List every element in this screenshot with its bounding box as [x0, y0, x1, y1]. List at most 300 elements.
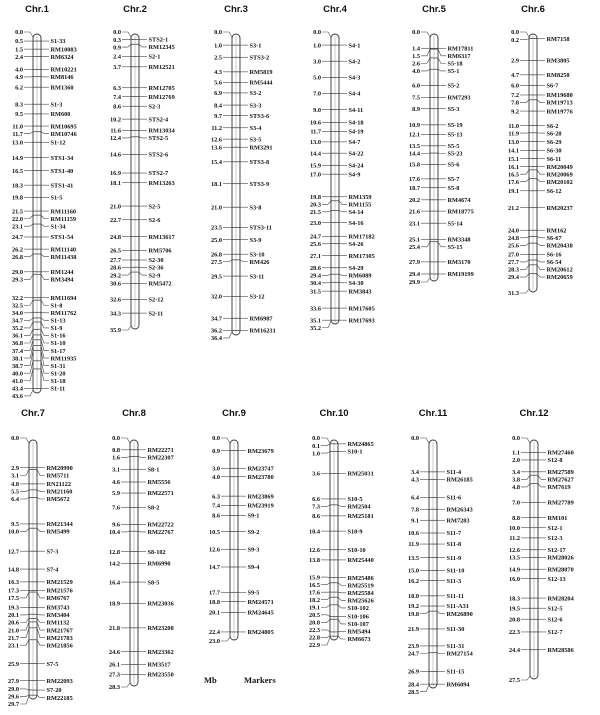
- marker-label: RM22271: [147, 446, 174, 454]
- position-leader: [24, 254, 33, 257]
- position-label: 24.7: [309, 233, 321, 241]
- marker-label: S3-8: [249, 204, 262, 212]
- position-label: 25.6: [309, 241, 321, 249]
- marker-label: S1-16: [50, 332, 66, 340]
- position-leader: [122, 272, 131, 275]
- position-label: 19.1: [507, 187, 519, 195]
- marker-label: RM27789: [547, 499, 574, 507]
- position-label: 29.0: [11, 268, 23, 276]
- position-label: 23.0: [208, 638, 220, 646]
- position-label: 0.9: [113, 44, 121, 52]
- marker-label: S3-1: [249, 42, 262, 50]
- marker-label: S8-102: [147, 548, 166, 556]
- position-label: 7.2: [511, 92, 519, 100]
- marker-label: RM11762: [50, 310, 77, 318]
- position-label: 18.0: [407, 593, 419, 601]
- position-label: 7.0: [512, 499, 520, 507]
- position-leader: [121, 457, 130, 458]
- marker-leader: [338, 636, 346, 639]
- position-label: 7.5: [412, 94, 420, 102]
- position-label: 32.5: [11, 302, 23, 310]
- position-leader: [520, 289, 529, 293]
- marker-label: RM21529: [46, 579, 73, 587]
- position-leader: [20, 498, 29, 499]
- marker-label: RM19713: [546, 99, 573, 107]
- marker-leader: [438, 69, 446, 71]
- marker-label: S11-15: [446, 668, 465, 676]
- marker-label: S3-4: [249, 124, 262, 132]
- marker-label: RM24805: [247, 629, 274, 637]
- position-label: 11.2: [211, 124, 222, 132]
- marker-label: S10-5: [347, 496, 363, 504]
- position-leader: [421, 278, 430, 282]
- marker-label: RM13034: [148, 127, 175, 135]
- marker-label: S4-2: [348, 58, 361, 66]
- position-label: 19.3: [7, 604, 19, 612]
- marker-leader: [537, 179, 545, 182]
- position-label: 3.6: [312, 470, 320, 478]
- position-label: 7.6: [112, 504, 120, 512]
- position-label: 6.0: [511, 82, 519, 90]
- position-label: 16.9: [109, 170, 121, 178]
- position-label: 10.2: [109, 116, 121, 124]
- marker-leader: [41, 329, 49, 335]
- marker-label: S5-5: [447, 143, 460, 151]
- marker-label: S4-14: [348, 209, 364, 217]
- marker-label: S5-3: [447, 105, 460, 113]
- position-label: 27.1: [309, 252, 321, 260]
- marker-label: RM3494: [50, 276, 74, 284]
- position-label: 4.8: [512, 484, 520, 492]
- position-leader: [520, 100, 529, 103]
- position-label: 36.2: [210, 327, 222, 335]
- position-label: 8.4: [214, 102, 222, 110]
- position-label: 34.7: [11, 317, 23, 325]
- position-leader: [520, 170, 529, 174]
- position-label: 22.3: [308, 627, 320, 635]
- position-leader: [421, 242, 430, 247]
- marker-label: S4-18: [348, 119, 364, 127]
- position-label: 6.2: [15, 84, 23, 92]
- position-label: 6.0: [412, 82, 420, 90]
- position-label: 11.0: [508, 122, 519, 130]
- position-label: 24.4: [508, 646, 520, 654]
- position-label: 28.5: [407, 688, 419, 696]
- marker-label: RM25031: [347, 470, 374, 478]
- marker-label: RM24865: [347, 441, 374, 449]
- marker-leader: [41, 335, 49, 343]
- marker-leader: [41, 361, 49, 373]
- marker-label: RM12769: [148, 93, 175, 101]
- marker-label: S11-10: [446, 567, 465, 575]
- marker-label: S2-3: [148, 103, 161, 111]
- position-label: 43.6: [11, 393, 23, 401]
- position-label: 37.4: [11, 347, 23, 355]
- position-leader: [221, 438, 230, 443]
- marker-leader: [437, 611, 445, 613]
- marker-leader: [339, 274, 347, 275]
- marker-label: RM5472: [148, 280, 172, 288]
- marker-label: RM21344: [46, 521, 73, 529]
- position-leader: [321, 438, 330, 443]
- marker-label: RM21576: [46, 587, 73, 595]
- position-leader: [24, 340, 33, 351]
- marker-label: STS3-8: [249, 159, 270, 167]
- position-leader: [122, 32, 131, 37]
- position-label: 6.3: [212, 493, 220, 501]
- position-label: 7.3: [312, 503, 320, 511]
- position-label: 21.8: [108, 625, 120, 633]
- position-label: 14.4: [309, 150, 321, 158]
- position-label: 21.7: [7, 634, 19, 642]
- marker-label: RM24645: [247, 609, 274, 617]
- position-label: 11.9: [508, 130, 519, 138]
- position-label: 1.1: [512, 449, 520, 457]
- marker-label: RM6990: [147, 560, 171, 568]
- position-label: 14.2: [108, 560, 120, 568]
- marker-leader: [338, 619, 346, 624]
- position-label: 17.7: [208, 589, 220, 597]
- position-leader: [122, 44, 131, 47]
- position-label: 23.1: [7, 642, 19, 650]
- chromosome-title: Chr.10: [319, 408, 349, 419]
- position-label: 1.0: [214, 42, 222, 50]
- position-leader: [20, 528, 29, 531]
- position-label: 25.0: [210, 236, 222, 244]
- marker-label: RM20237: [546, 204, 573, 212]
- position-label: 9.5: [11, 521, 19, 529]
- position-label: 10.6: [407, 530, 419, 538]
- marker-label: S6-30: [546, 147, 562, 155]
- marker-leader: [240, 260, 248, 262]
- position-leader: [223, 260, 232, 262]
- marker-label: RM20990: [46, 464, 73, 472]
- position-label: 4.3: [214, 69, 222, 77]
- position-label: 17.5: [7, 595, 19, 603]
- position-label: 9.5: [15, 111, 23, 119]
- position-label: 13.8: [308, 557, 320, 565]
- position-label: 4.3: [411, 476, 419, 484]
- marker-label: S11-11: [446, 593, 464, 601]
- marker-label: RM21767: [46, 627, 73, 635]
- marker-label: S4-1: [348, 42, 361, 50]
- marker-label: S4-11: [348, 106, 364, 114]
- marker-label: S1-20: [50, 370, 66, 378]
- marker-label: RM11935: [50, 355, 77, 363]
- marker-label: S1-34: [50, 223, 66, 231]
- position-label: 25.6: [507, 242, 519, 250]
- position-leader: [321, 636, 330, 637]
- marker-label: S3-10: [249, 251, 265, 259]
- position-label: 34.3: [109, 310, 121, 318]
- marker-label: S1-10: [50, 340, 66, 348]
- position-label: 18.3: [11, 182, 23, 190]
- marker-label: RM11140: [50, 246, 77, 254]
- marker-label: RM28070: [547, 566, 574, 574]
- position-label: 15.8: [408, 161, 420, 169]
- position-label: 14.7: [208, 564, 220, 572]
- marker-leader: [41, 312, 49, 313]
- position-leader: [321, 630, 330, 632]
- position-label: 6.6: [312, 496, 320, 504]
- position-label: 14.1: [507, 147, 519, 155]
- position-label: 32.2: [11, 294, 23, 302]
- marker-label: RM28204: [547, 595, 574, 603]
- position-label: 19.8: [407, 610, 419, 618]
- marker-leader: [41, 369, 49, 381]
- position-label: 10.0: [7, 528, 19, 536]
- marker-leader: [538, 475, 546, 479]
- marker-label: RM162: [546, 227, 567, 235]
- marker-leader: [41, 300, 49, 305]
- chromosome-title: Chr.2: [123, 4, 147, 15]
- marker-leader: [339, 282, 347, 283]
- marker-label: S11-A31: [446, 603, 469, 611]
- position-leader: [520, 265, 529, 270]
- marker-leader: [37, 490, 45, 492]
- marker-label: S11-31: [446, 643, 465, 651]
- position-label: 0.0: [411, 435, 419, 443]
- marker-label: RM20438: [546, 242, 573, 250]
- marker-label: S1-5: [50, 194, 63, 202]
- marker-label: RM3805: [546, 57, 570, 65]
- position-leader: [20, 438, 29, 443]
- position-label: 16.1: [507, 163, 519, 171]
- position-label: 0.0: [512, 435, 520, 443]
- position-label: 0.0: [313, 29, 321, 37]
- marker-label: S3-11: [249, 273, 265, 281]
- position-label: 21.5: [11, 208, 23, 216]
- marker-label: S4-16: [348, 219, 364, 227]
- position-label: 4.6: [112, 479, 120, 487]
- position-label: 26.9: [407, 668, 419, 676]
- position-label: 2.4: [113, 53, 121, 61]
- marker-leader: [37, 614, 45, 615]
- position-label: 27.3: [108, 671, 120, 679]
- marker-label: RM24571: [247, 598, 274, 606]
- marker-label: STS3-6: [249, 112, 270, 120]
- position-label: 3.1: [112, 466, 120, 474]
- marker-label: RM3348: [447, 236, 471, 244]
- position-label: 12.6: [210, 136, 222, 144]
- marker-label: RM27589: [547, 469, 574, 477]
- marker-label: S10-107: [347, 621, 369, 629]
- marker-leader: [338, 597, 346, 600]
- marker-label: S3-2: [249, 90, 262, 98]
- position-leader: [321, 619, 330, 622]
- position-label: 4.7: [511, 72, 519, 80]
- position-label: 25.4: [408, 244, 420, 252]
- marker-label: S12-17: [547, 546, 566, 554]
- marker-label: S9-4: [247, 564, 260, 572]
- position-label: 29.7: [7, 701, 19, 709]
- position-label: 11.6: [110, 127, 121, 135]
- position-leader: [20, 592, 29, 598]
- marker-label: RM6987: [249, 315, 273, 323]
- marker-leader: [37, 498, 45, 499]
- position-label: 0.0: [112, 435, 120, 443]
- position-label: 15.1: [507, 155, 519, 163]
- position-label: 1.5: [412, 53, 420, 61]
- position-label: 13.5: [408, 143, 420, 151]
- marker-label: RM3517: [147, 661, 171, 669]
- position-label: 27.5: [210, 258, 222, 266]
- position-label: 21.0: [109, 203, 121, 211]
- position-label: 18.7: [408, 184, 420, 192]
- marker-label: STS1-34: [50, 154, 74, 162]
- position-label: 0.3: [113, 36, 121, 44]
- marker-label: S2-36: [148, 264, 164, 272]
- position-label: 18.9: [108, 600, 120, 608]
- marker-label: STS3-9: [249, 180, 270, 188]
- position-leader: [322, 274, 331, 275]
- marker-label: RM20612: [546, 266, 573, 274]
- marker-label: RM5819: [249, 69, 273, 77]
- position-label: 31.5: [309, 288, 321, 296]
- position-label: 12.1: [408, 131, 420, 139]
- position-leader: [421, 32, 430, 37]
- marker-label: RM23869: [247, 493, 274, 501]
- marker-label: S8-2: [147, 504, 160, 512]
- marker-label: RM23208: [147, 625, 174, 633]
- marker-label: S1-12: [50, 139, 66, 147]
- marker-label: S2-5: [148, 203, 161, 211]
- marker-label: S5-14: [447, 220, 463, 228]
- marker-leader: [537, 170, 545, 174]
- marker-leader: [537, 260, 545, 262]
- marker-label: STS1-40: [50, 167, 74, 175]
- marker-label: RM6094: [446, 681, 470, 689]
- marker-label: RM101: [547, 514, 568, 522]
- position-label: 0.0: [312, 435, 320, 443]
- position-label: 27.9: [7, 677, 19, 685]
- position-label: 7.4: [212, 502, 220, 510]
- marker-label: S1-18: [50, 377, 66, 385]
- position-label: 15.9: [308, 574, 320, 582]
- marker-label: RM21783: [46, 634, 73, 642]
- position-leader: [24, 32, 33, 37]
- marker-label: RM6317: [447, 53, 471, 61]
- position-label: 18.1: [210, 180, 222, 188]
- position-label: 9.0: [313, 106, 321, 114]
- marker-label: RM5499: [46, 528, 70, 536]
- position-label: 16.5: [507, 171, 519, 179]
- position-label: 20.6: [7, 619, 19, 627]
- position-leader: [520, 237, 529, 238]
- marker-label: S12-8: [547, 457, 563, 465]
- marker-label: RN21122: [46, 481, 71, 489]
- marker-leader: [139, 272, 147, 275]
- chromosome-title: Chr.11: [418, 408, 448, 419]
- position-label: 35.2: [11, 325, 23, 333]
- position-leader: [223, 332, 232, 338]
- marker-label: RM5556: [147, 479, 171, 487]
- marker-label: RM1132: [46, 619, 70, 627]
- marker-leader: [339, 201, 347, 205]
- marker-leader: [37, 592, 45, 598]
- position-leader: [20, 640, 29, 645]
- position-leader: [421, 58, 430, 63]
- marker-label: S5-15: [447, 244, 463, 252]
- position-label: 36.4: [210, 335, 222, 343]
- marker-label: RM20102: [546, 178, 573, 186]
- position-label: 33.6: [309, 305, 321, 313]
- position-label: 27.7: [109, 257, 121, 265]
- position-label: 23.9: [407, 643, 419, 651]
- marker-label: RM17182: [348, 233, 375, 241]
- position-label: 4.9: [15, 74, 23, 82]
- position-label: 0.0: [11, 435, 19, 443]
- marker-leader: [37, 622, 45, 630]
- position-leader: [24, 312, 33, 313]
- position-label: 22.3: [508, 629, 520, 637]
- marker-label: RM22093: [46, 677, 73, 685]
- marker-leader: [537, 100, 545, 103]
- position-label: 7.0: [313, 90, 321, 98]
- position-leader: [521, 438, 530, 443]
- marker-label: RM19776: [546, 108, 573, 116]
- marker-label: S12-6: [547, 616, 563, 624]
- marker-label: RM23550: [147, 671, 174, 679]
- position-label: 17.0: [309, 171, 321, 179]
- chromosome-7: [8, 408, 74, 708]
- marker-label: RM22571: [147, 490, 174, 498]
- marker-label: S1-8: [50, 302, 63, 310]
- position-label: 31.3: [507, 290, 519, 298]
- position-label: 20.3: [309, 201, 321, 209]
- marker-label: S11-7: [446, 530, 462, 538]
- position-label: 12.8: [108, 548, 120, 556]
- position-label: 19.5: [508, 605, 520, 613]
- marker-label: RM23036: [147, 600, 174, 608]
- position-leader: [322, 210, 331, 211]
- chromosome-title: Chr.8: [122, 408, 146, 419]
- position-leader: [321, 583, 330, 585]
- position-label: 18.1: [109, 179, 121, 187]
- position-label: 0.5: [15, 38, 23, 46]
- position-label: 13.6: [210, 144, 222, 152]
- marker-label: RM5444: [249, 79, 273, 87]
- marker-label: S2-1: [148, 53, 161, 61]
- position-leader: [520, 179, 529, 182]
- position-label: 11.2: [509, 535, 520, 543]
- marker-label: RM22185: [46, 694, 73, 702]
- position-label: 18.8: [208, 598, 220, 606]
- position-label: 36.1: [11, 332, 23, 340]
- marker-leader: [37, 528, 45, 531]
- marker-label: RM27460: [547, 449, 574, 457]
- position-label: 4.0: [15, 66, 23, 74]
- marker-label: S3-12: [249, 293, 265, 301]
- position-leader: [24, 274, 33, 279]
- position-label: 20.1: [208, 609, 220, 617]
- position-leader: [121, 683, 130, 687]
- position-label: 26.5: [109, 247, 121, 255]
- position-label: 2.6: [412, 60, 420, 68]
- position-label: 7.4: [113, 93, 121, 101]
- marker-label: S6-67: [546, 234, 562, 242]
- chromosome-title: Chr.7: [21, 408, 45, 419]
- marker-leader: [537, 274, 545, 277]
- position-label: 27.7: [507, 259, 519, 267]
- marker-label: RM10083: [50, 46, 77, 54]
- position-label: 17.3: [7, 587, 19, 595]
- position-label: 11.9: [408, 541, 419, 549]
- position-label: 3.4: [411, 469, 419, 477]
- marker-label: RM5494: [347, 628, 371, 636]
- marker-label: RM19199: [447, 271, 474, 279]
- position-leader: [421, 69, 430, 71]
